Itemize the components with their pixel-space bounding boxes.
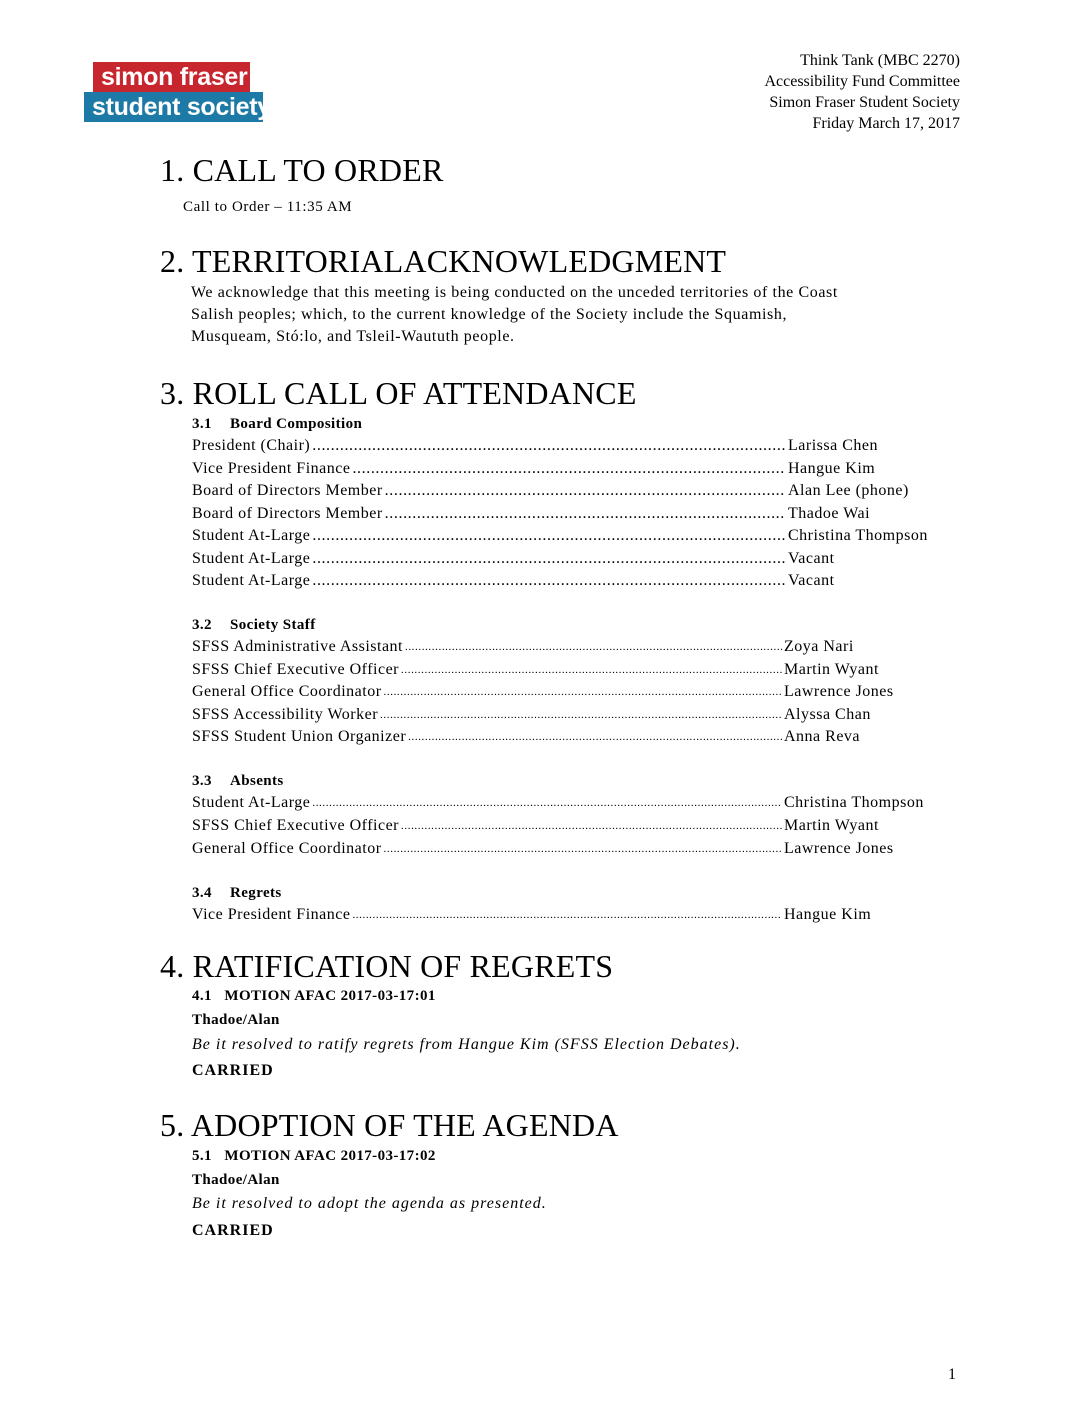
leader-dots [312,792,782,815]
call-to-order-time: Call to Order – 11:35 AM [183,199,353,215]
person-name: Christina Thompson [788,527,928,544]
role: SFSS Student Union Organizer [192,728,407,745]
subheading-board [192,414,362,434]
subheading-regrets [192,883,282,903]
heading-ratification: 4. RATIFICATION OF REGRETS [160,948,614,984]
leader-dots [352,904,782,927]
subheading-staff [192,615,316,635]
subheading-absents [192,771,284,791]
person-name: Anna Reva [784,728,861,745]
attendance-row [192,435,950,458]
leader-dots [312,435,786,458]
role: Board of Directors Member [192,482,383,499]
attendance-row [192,480,950,503]
attendance-row [192,792,950,815]
header-organization: Simon Fraser Student Society [769,94,960,111]
leader-dots [385,503,786,526]
role: Vice President Finance [192,906,351,923]
leader-dots [384,681,782,704]
attendance-row [192,503,950,526]
role: Vice President Finance [192,459,351,477]
person-name: Vacant [788,572,835,589]
person-name: Alyssa Chan [784,706,871,723]
person-name: Hangue Kim [788,459,876,477]
motion-number: 5.1 MOTION AFAC 2017-03-17:02 [192,1148,436,1164]
meeting-header [764,50,960,134]
subheading-number: 3.4 [192,885,212,901]
motion-number: 4.1 MOTION AFAC 2017-03-17:01 [192,988,436,1004]
person-name: Zoya Nari [784,638,854,655]
motion-text: Be it resolved to adopt the agenda as presented. [192,1195,547,1212]
attendance-row [192,570,950,593]
leader-dots [352,458,786,481]
leader-dots [312,548,786,571]
person-name: Lawrence Jones [784,840,894,857]
attendance-row [192,838,950,861]
territorial-line: We acknowledge that this meeting is being conducted on the unceded territories of the Coast [191,284,838,301]
person-name: Christina Thompson [784,794,924,811]
leader-dots [312,525,786,548]
heading-territorial: 2. TERRITORIALACKNOWLEDGMENT [160,243,727,279]
role: Student At-Large [192,572,311,589]
heading-adoption: 5. ADOPTION OF THE AGENDA [160,1107,619,1143]
role: Student At-Large [192,794,311,811]
role: SFSS Chief Executive Officer [192,661,400,678]
motion-movers: Thadoe/Alan [192,1172,280,1188]
territorial-line: Salish peoples; which, to the current knowledge of the Society include the Squamish, [191,306,788,323]
sfss-logo [84,62,271,122]
motion-result: CARRIED [192,1222,274,1239]
heading-roll-call: 3. ROLL CALL OF ATTENDANCE [160,375,637,411]
role: Student At-Large [192,527,311,544]
attendance-row [192,548,950,571]
person-name: Thadoe Wai [788,504,871,522]
subheading-number: 3.3 [192,773,212,789]
role: Board of Directors Member [192,504,383,522]
subheading-title: Board Composition [230,416,363,432]
role: General Office Coordinator [192,840,382,857]
leader-dots [401,659,782,682]
subheading-number: 3.1 [192,416,212,432]
person-name: Lawrence Jones [784,683,894,700]
motion-movers: Thadoe/Alan [192,1012,280,1028]
subheading-number: 3.2 [192,617,212,633]
role: SFSS Administrative Assistant [192,638,403,655]
role: President (Chair) [192,437,311,454]
attendance-row [192,726,950,749]
attendance-row [192,815,950,838]
logo-line-2: student society [84,92,263,122]
motion-text: Be it resolved to ratify regrets from Hangue Kim (SFSS Election Debates). [192,1036,741,1053]
subheading-title: Society Staff [230,617,316,633]
role: General Office Coordinator [192,683,382,700]
leader-dots [385,480,786,503]
person-name: Martin Wyant [784,817,879,834]
leader-dots [405,636,782,659]
territorial-line: Musqueam, Stó:lo, and Tsleil-Waututh people. [191,328,515,345]
header-location: Think Tank (MBC 2270) [800,52,960,69]
role: SFSS Accessibility Worker [192,706,379,723]
role: Student At-Large [192,549,311,567]
leader-dots [401,815,782,838]
attendance-row [192,681,950,704]
attendance-row [192,704,950,727]
attendance-row [192,525,950,548]
heading-call-to-order: 1. CALL TO ORDER [160,152,444,188]
header-date: Friday March 17, 2017 [812,115,960,132]
person-name: Hangue Kim [784,906,872,923]
subheading-title: Regrets [230,885,282,901]
header-committee: Accessibility Fund Committee [764,73,960,90]
attendance-row [192,458,950,481]
role: SFSS Chief Executive Officer [192,817,400,834]
person-name: Vacant [788,549,835,567]
person-name: Martin Wyant [784,661,879,678]
leader-dots [380,704,782,727]
page-number: 1 [948,1366,956,1383]
territorial-text [191,282,838,348]
attendance-row [192,636,950,659]
leader-dots [408,726,782,749]
person-name: Alan Lee (phone) [788,482,909,499]
attendance-row [192,659,950,682]
leader-dots [384,838,782,861]
attendance-row [192,904,950,927]
logo-line-1: simon fraser [93,62,250,92]
person-name: Larissa Chen [788,437,878,454]
subheading-title: Absents [230,773,284,789]
motion-result: CARRIED [192,1062,274,1079]
leader-dots [312,570,786,593]
